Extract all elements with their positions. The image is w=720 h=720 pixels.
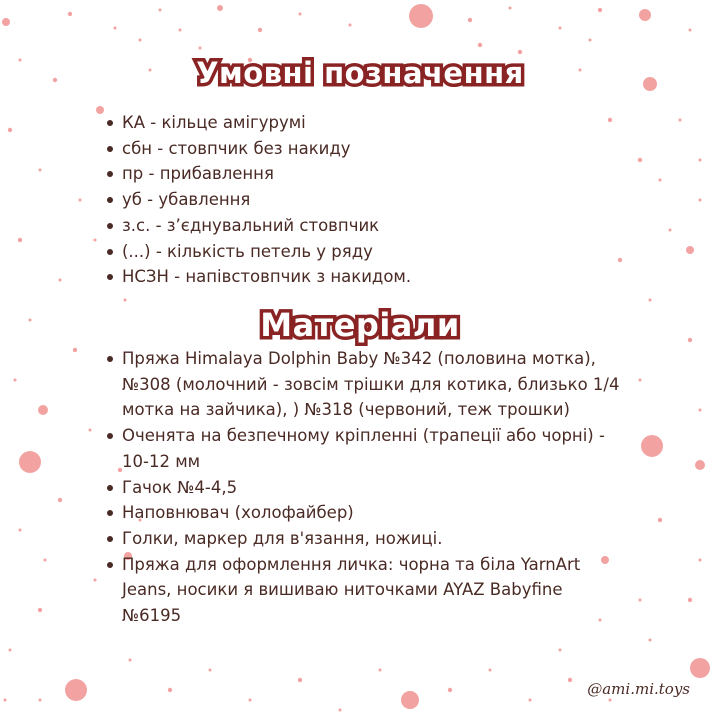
confetti-dot <box>209 669 212 672</box>
legend-item: пр - прибавлення <box>106 161 626 187</box>
confetti-dot <box>2 18 10 26</box>
confetti-dot <box>649 299 652 302</box>
confetti-dot <box>298 678 302 682</box>
materials-item: Наповнювач (холофайбер) <box>106 500 626 526</box>
confetti-dot <box>379 669 382 672</box>
confetti-dot <box>349 24 352 27</box>
confetti-dot <box>94 579 97 582</box>
materials-item: Пряжа для оформлення личка: чорна та біла YarnArt Jeans, носики я вишиваю ниточками AYAZ Babyfine №6195 <box>106 552 626 629</box>
confetti-dot <box>568 678 572 682</box>
confetti-dot <box>96 106 104 114</box>
legend-list <box>106 110 626 290</box>
confetti-dot <box>489 669 492 672</box>
confetti-dot <box>699 409 702 412</box>
materials-item: Оченята на безпечному кріпленні (трапеції або чорні) - 10-12 мм <box>106 423 626 474</box>
confetti-dot <box>79 199 82 202</box>
confetti-dot <box>159 9 162 12</box>
legend-item: НСЗН - напівстовпчик з накидом. <box>106 264 626 290</box>
confetti-dot <box>299 13 302 16</box>
confetti-dot <box>38 608 42 612</box>
confetti-dot <box>598 8 602 12</box>
confetti-dot <box>249 699 252 702</box>
confetti-dot <box>59 279 62 282</box>
confetti-dot <box>401 691 419 709</box>
legend-item: з.с. - з’єднувальний стовпчик <box>106 213 626 239</box>
confetti-dot <box>686 246 694 254</box>
confetti-dot <box>639 599 642 602</box>
confetti-dot <box>639 9 651 21</box>
confetti-dot <box>679 119 682 122</box>
confetti-dot <box>114 27 117 30</box>
legend-item: уб - убавлення <box>106 187 626 213</box>
legend-title: Умовні позначення <box>196 56 524 90</box>
confetti-dot <box>641 435 663 457</box>
confetti-dot <box>699 199 702 202</box>
confetti-dot <box>217 5 223 11</box>
confetti-dot <box>124 299 127 302</box>
confetti-dot <box>139 39 142 42</box>
confetti-dot <box>658 518 662 522</box>
confetti-dot <box>65 679 87 701</box>
materials-list <box>106 346 626 629</box>
materials-item: Пряжа Himalaya Dolphin Baby №342 (половина мотка), №308 (молочний - зовсім трішки для котика, близько 1/4 мотка на зайчика), ) №318 (червоний, теж трошки) <box>106 346 626 423</box>
confetti-dot <box>19 529 22 532</box>
confetti-dot <box>89 429 92 432</box>
confetti-dot <box>639 379 642 382</box>
confetti-dot <box>448 688 452 692</box>
confetti-dot <box>589 39 592 42</box>
confetti-dot <box>19 451 41 473</box>
confetti-dot <box>4 699 7 702</box>
legend-item: КА - кільце амігурумі <box>106 110 626 136</box>
confetti-dot <box>478 43 482 47</box>
confetti-dot <box>199 47 202 50</box>
confetti-dot <box>129 659 132 662</box>
confetti-dot <box>638 158 642 162</box>
materials-item: Гачок №4-4,5 <box>106 475 626 501</box>
confetti-dot <box>468 18 472 22</box>
materials-item: Голки, маркер для в'язання, ножиці. <box>106 526 626 552</box>
confetti-dot <box>179 29 182 32</box>
confetti-dot <box>609 699 612 702</box>
confetti-dot <box>699 159 702 162</box>
confetti-dot <box>690 658 710 678</box>
materials-title: Матеріали <box>260 306 460 344</box>
confetti-dot <box>339 709 342 712</box>
confetti-dot <box>559 649 562 652</box>
legend-item: (...) - кількість петель у ряду <box>106 239 626 265</box>
confetti-dot <box>659 179 662 182</box>
confetti-dot <box>44 559 47 562</box>
confetti-dot <box>9 649 12 652</box>
confetti-dot <box>258 28 262 32</box>
confetti-dot <box>695 460 705 470</box>
confetti-dot <box>529 699 532 702</box>
confetti-dot <box>94 239 97 242</box>
confetti-dot <box>168 688 172 692</box>
confetti-dot <box>14 379 17 382</box>
confetti-dot <box>8 128 12 132</box>
confetti-dot <box>518 50 522 54</box>
confetti-dot <box>58 498 62 502</box>
confetti-dot <box>18 238 22 242</box>
confetti-dot <box>669 229 672 232</box>
confetti-dot <box>39 169 42 172</box>
legend-item: сбн - стовпчик без накиду <box>106 136 626 162</box>
confetti-dot <box>688 598 692 602</box>
confetti-dot <box>559 27 562 30</box>
confetti-dot <box>68 12 72 16</box>
confetti-dot <box>409 4 433 28</box>
confetti-dot <box>689 29 692 32</box>
confetti-dot <box>509 7 512 10</box>
confetti-dot <box>73 348 77 352</box>
confetti-dot <box>38 405 48 415</box>
confetti-dot <box>649 639 652 642</box>
watermark-handle: @ami.mi.toys <box>587 680 690 698</box>
confetti-dot <box>699 559 702 562</box>
confetti-dot <box>39 699 42 702</box>
